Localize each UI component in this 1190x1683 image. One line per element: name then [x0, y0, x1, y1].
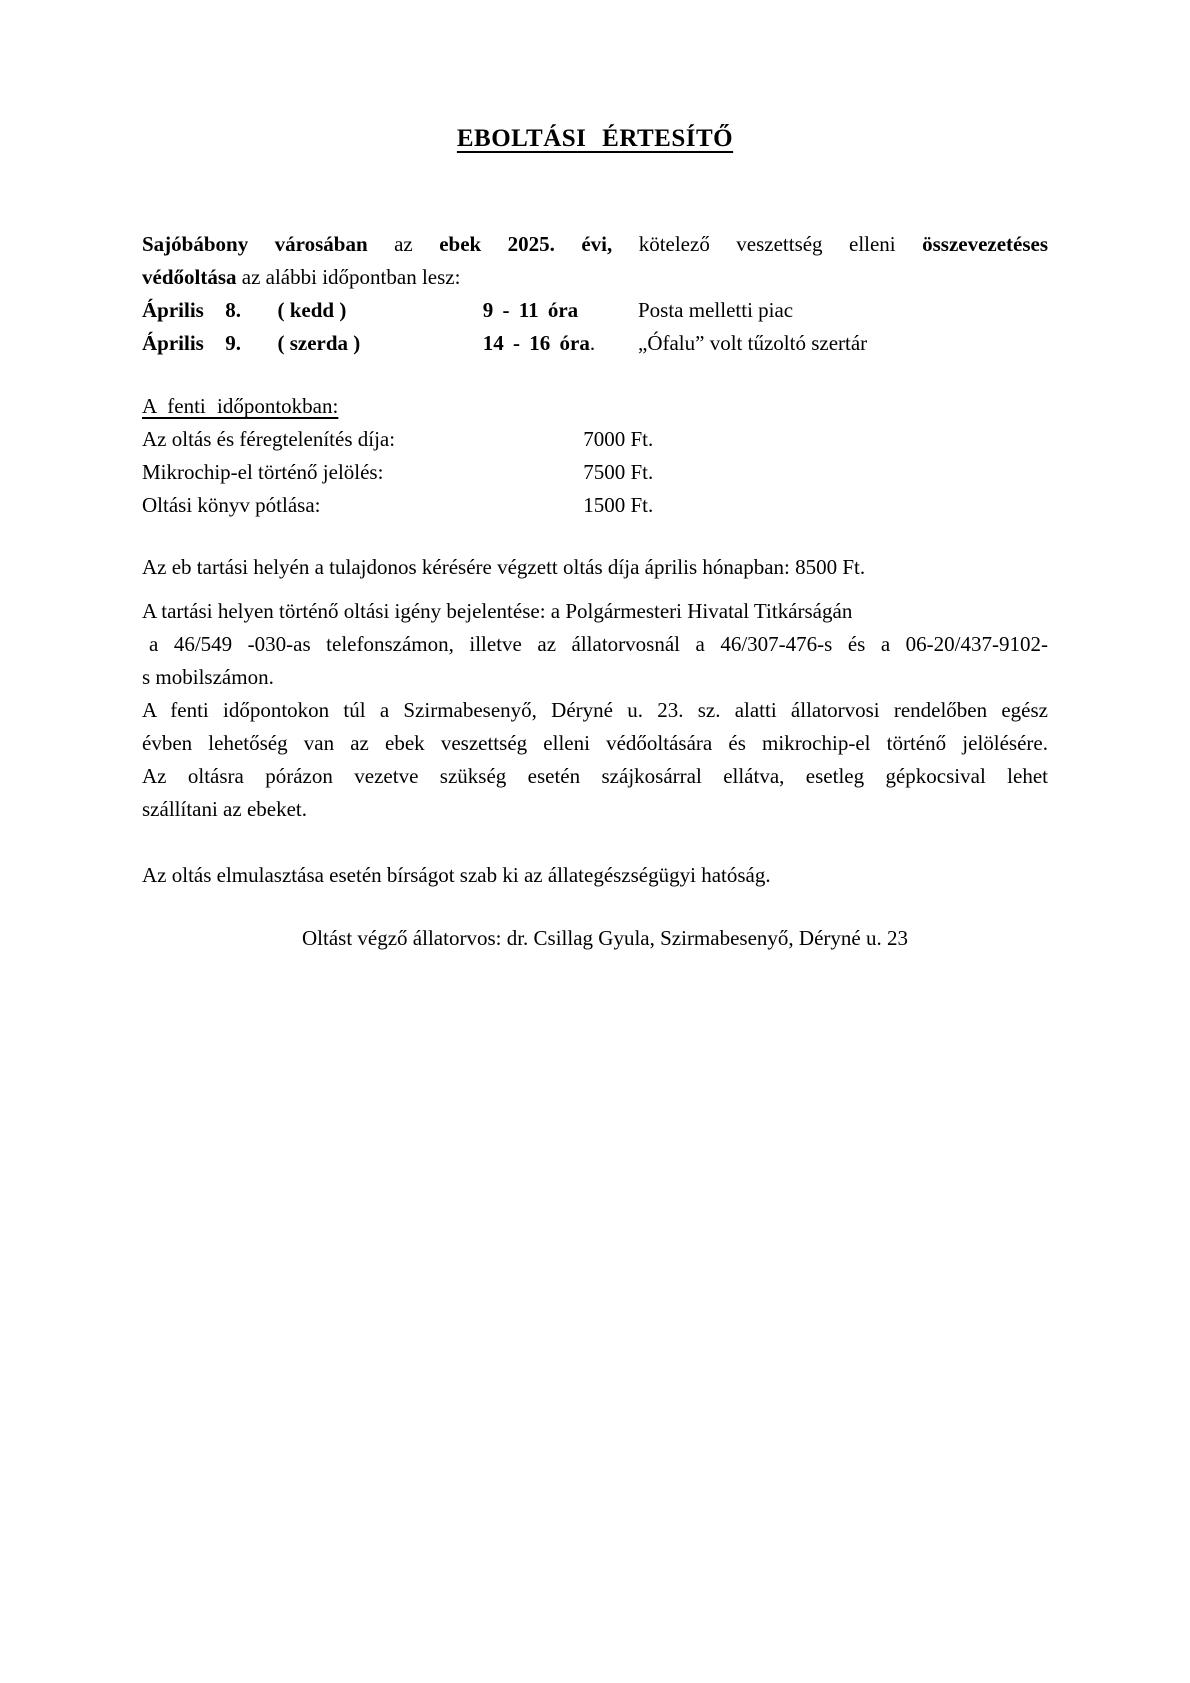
vet-signature-line: Oltást végző állatorvos: dr. Csillag Gyula, Szirmabesenyő, Déryné u. 23: [302, 926, 908, 950]
fee-label: Oltási könyv pótlása:: [142, 493, 321, 517]
schedule-dayname: ( kedd ): [277, 298, 347, 322]
schedule-location: „Ófalu” volt tűzoltó szertár: [638, 331, 868, 355]
document-content: [142, 0, 1048, 955]
contact-line-6: Az oltásra pórázon vezetve szükség esetén szájkosárral ellátva, esetleg gépkocsival lehet: [142, 764, 1048, 788]
schedule-row-1: [142, 294, 1048, 327]
intro-line-1: [142, 228, 1048, 261]
penalty-paragraph: Az oltás elmulasztása esetén bírságot szab ki az állategészségügyi hatóság.: [142, 863, 771, 887]
schedule: [142, 294, 1048, 360]
intro-city-bold: Sajóbábony városában: [142, 232, 368, 256]
schedule-month: Április: [142, 298, 204, 322]
contact-line-3: s mobilszámon.: [142, 665, 274, 689]
schedule-day: 9.: [225, 331, 241, 355]
intro-mid-1: az: [394, 232, 413, 256]
schedule-time: [483, 327, 633, 360]
fees-section: [142, 390, 1048, 522]
intro-tail: az alábbi időpontban lesz:: [241, 265, 461, 289]
fee-amount: 7500 Ft.: [583, 460, 654, 484]
fee-label: Az oltás és féregtelenítés díja:: [142, 427, 396, 451]
fee-amount: 1500 Ft.: [583, 493, 654, 517]
schedule-location: Posta melletti piac: [638, 298, 794, 322]
intro-line-2: [142, 261, 1048, 294]
intro-joint-bold: összevezetéses: [922, 232, 1049, 256]
document-title: EBOLTÁSI ÉRTESÍTŐ: [456, 125, 734, 152]
fee-row-2: [142, 456, 1048, 489]
schedule-dayname: ( szerda ): [277, 331, 361, 355]
fees-heading: A fenti időpontokban:: [142, 394, 339, 418]
schedule-time: [483, 294, 633, 327]
contact-line-5: évben lehetőség van az ebek veszettség elleni védőoltására és mikrochip-el történő jelölésére.: [142, 731, 1048, 755]
fee-label: Mikrochip-el történő jelölés:: [142, 460, 384, 484]
home-vaccination-paragraph: Az eb tartási helyén a tulajdonos kérésére végzett oltás díja április hónapban: 8500 Ft.: [142, 555, 866, 579]
schedule-row-2: [142, 327, 1048, 360]
fee-row-1: [142, 423, 1048, 456]
intro-vacc-bold: védőoltása: [142, 265, 237, 289]
schedule-day: 8.: [225, 298, 241, 322]
contact-line-4: A fenti időpontokon túl a Szirmabesenyő, Déryné u. 23. sz. alatti állatorvosi rendelőben egész: [142, 698, 1048, 722]
schedule-time-text: 9 - 11 óra: [482, 298, 579, 322]
contact-line-7: szállítani az ebeket.: [142, 797, 307, 821]
contact-line-2: a 46/549 -030-as telefonszámon, illetve az állatorvosnál a 46/307-476-s és a 06-20/437-9102-: [149, 632, 1048, 656]
schedule-time-suffix: .: [589, 331, 596, 355]
fees-heading-row: [142, 390, 1048, 423]
fee-amount: 7000 Ft.: [583, 427, 654, 451]
intro-mid-2: kötelező veszettség elleni: [638, 232, 896, 256]
contact-paragraph: [142, 595, 1048, 826]
fee-row-3: [142, 489, 1048, 522]
intro-paragraph: [142, 228, 1048, 294]
intro-year-bold: ebek 2025. évi,: [439, 232, 613, 256]
contact-line-1: A tartási helyen történő oltási igény bejelentése: a Polgármesteri Hivatal Titkárságán: [142, 599, 853, 623]
schedule-time-text: 14 - 16 óra: [482, 331, 590, 355]
schedule-month: Április: [142, 331, 204, 355]
title-row: [142, 122, 1048, 156]
